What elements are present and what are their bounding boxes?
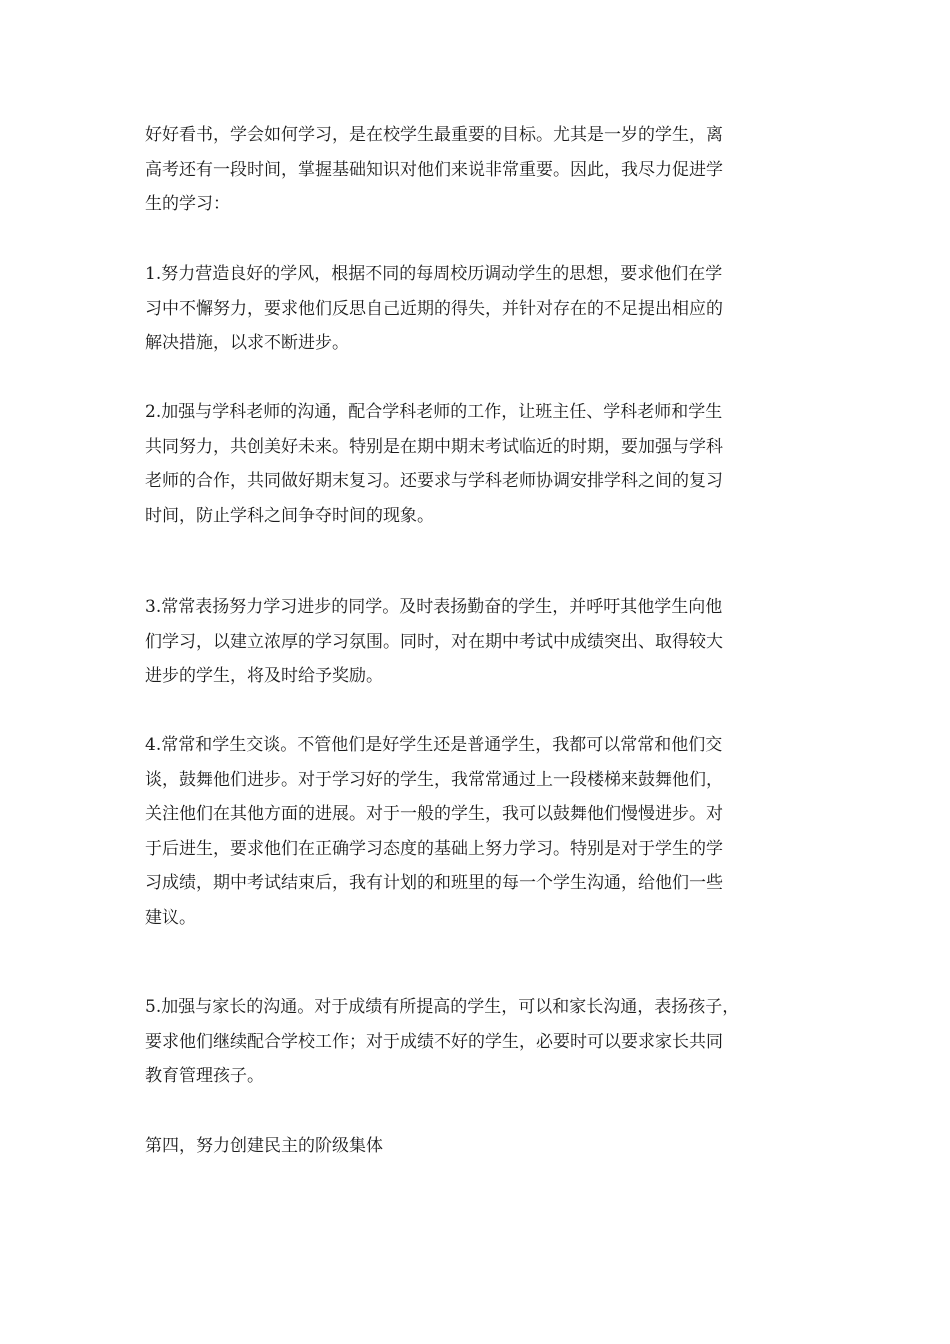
paragraph-line: 进步的学生，将及时给予奖励。	[145, 666, 383, 686]
paragraph-item-4	[145, 728, 815, 935]
paragraph-line: 共同努力，共创美好未来。特别是在期中期末考试临近的时期，要加强与学科	[145, 436, 723, 457]
paragraph-line: 生的学习：	[145, 194, 230, 214]
paragraph-item-3	[145, 590, 815, 694]
paragraph-line: 关注他们在其他方面的进展。对于一般的学生，我可以鼓舞他们慢慢进步。对	[145, 804, 723, 824]
paragraph-line: 于后进生，要求他们在正确学习态度的基础上努力学习。特别是对于学生的学	[145, 838, 723, 859]
section-heading	[145, 1129, 815, 1164]
paragraph-item-2	[145, 395, 815, 533]
paragraph-line: 建议。	[145, 907, 196, 928]
paragraph-line: 教育管理孩子。	[145, 1066, 264, 1086]
paragraph-line: 习成绩，期中考试结束后，我有计划的和班里的每一个学生沟通，给他们一些	[145, 873, 723, 893]
paragraph-intro	[145, 118, 815, 222]
paragraph-item-5	[145, 990, 815, 1094]
paragraph-item-1	[145, 257, 815, 361]
paragraph-line: 3.常常表扬努力学习进步的同学。及时表扬勤奋的学生，并呼吁其他学生向他	[145, 597, 723, 617]
paragraph-line: 第四，努力创建民主的阶级集体	[145, 1136, 383, 1156]
paragraph-line: 习中不懈努力，要求他们反思自己近期的得失，并针对存在的不足提出相应的	[145, 298, 723, 319]
paragraph-line: 高考还有一段时间，掌握基础知识对他们来说非常重要。因此，我尽力促进学	[145, 159, 723, 180]
paragraph-line: 4.常常和学生交谈。不管他们是好学生还是普通学生，我都可以常常和他们交	[145, 735, 723, 755]
paragraph-line: 时间，防止学科之间争夺时间的现象。	[145, 505, 434, 526]
paragraph-line: 谈，鼓舞他们进步。对于学习好的学生，我常常通过上一段楼梯来鼓舞他们，	[145, 769, 723, 790]
paragraph-line: 们学习，以建立浓厚的学习氛围。同时，对在期中考试中成绩突出、取得较大	[145, 631, 723, 652]
paragraph-line: 老师的合作，共同做好期末复习。还要求与学科老师协调安排学科之间的复习	[145, 471, 723, 491]
paragraph-line: 5.加强与家长的沟通。对于成绩有所提高的学生，可以和家长沟通，表扬孩子，	[145, 997, 740, 1017]
paragraph-line: 要求他们继续配合学校工作；对于成绩不好的学生，必要时可以要求家长共同	[145, 1031, 723, 1052]
paragraph-line: 1.努力营造良好的学风，根据不同的每周校历调动学生的思想，要求他们在学	[145, 264, 723, 284]
paragraph-line: 解决措施，以求不断进步。	[145, 333, 349, 353]
paragraph-line: 2.加强与学科老师的沟通，配合学科老师的工作，让班主任、学科老师和学生	[145, 402, 723, 422]
paragraph-line: 好好看书，学会如何学习，是在校学生最重要的目标。尤其是一岁的学生，离	[145, 125, 723, 145]
